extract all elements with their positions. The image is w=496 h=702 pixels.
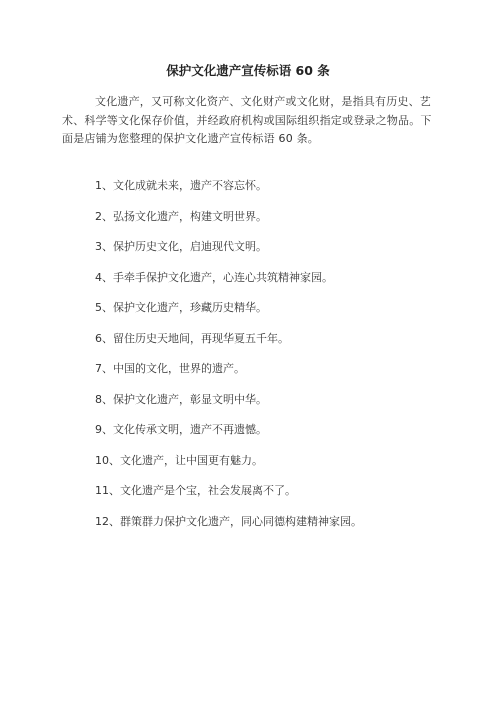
list-item: 11、文化遗产是个宝，社会发展离不了。 (95, 484, 296, 497)
list-item: 8、保护文化遗产，彰显文明中华。 (95, 392, 267, 406)
list-item: 6、留住历史天地间，再现华夏五千年。 (95, 331, 289, 345)
slogan-list (95, 178, 455, 544)
list-item: 9、文化传承文明，遗产不再遗憾。 (95, 423, 267, 436)
list-item: 2、弘扬文化遗产，构建文明世界。 (95, 209, 267, 223)
list-item: 5、保护文化遗产，珍藏历史精华。 (95, 301, 267, 314)
document-title: 保护文化遗产宣传标语 60 条 (166, 63, 330, 78)
list-item: 12、群策群力保护文化遗产，同心同德构建精神家园。 (95, 514, 362, 528)
list-item: 7、中国的文化，世界的遗产。 (95, 362, 245, 375)
list-item: 4、手牵手保护文化遗产，心连心共筑精神家园。 (95, 270, 333, 284)
list-item: 1、文化成就未来，遗产不容忘怀。 (95, 179, 267, 192)
list-item: 10、文化遗产，让中国更有魅力。 (95, 453, 263, 467)
list-item: 3、保护历史文化，启迪现代文明。 (95, 240, 267, 253)
intro-paragraph: 文化遗产，又可称文化资产、文化财产或文化财，是指具有历史、艺术、科学等文化保存价值，并经政府机构或国际组织指定或登录之物品。下面是店铺为您整理的保护文化遗产宣传标语 60 条。 (62, 95, 432, 145)
